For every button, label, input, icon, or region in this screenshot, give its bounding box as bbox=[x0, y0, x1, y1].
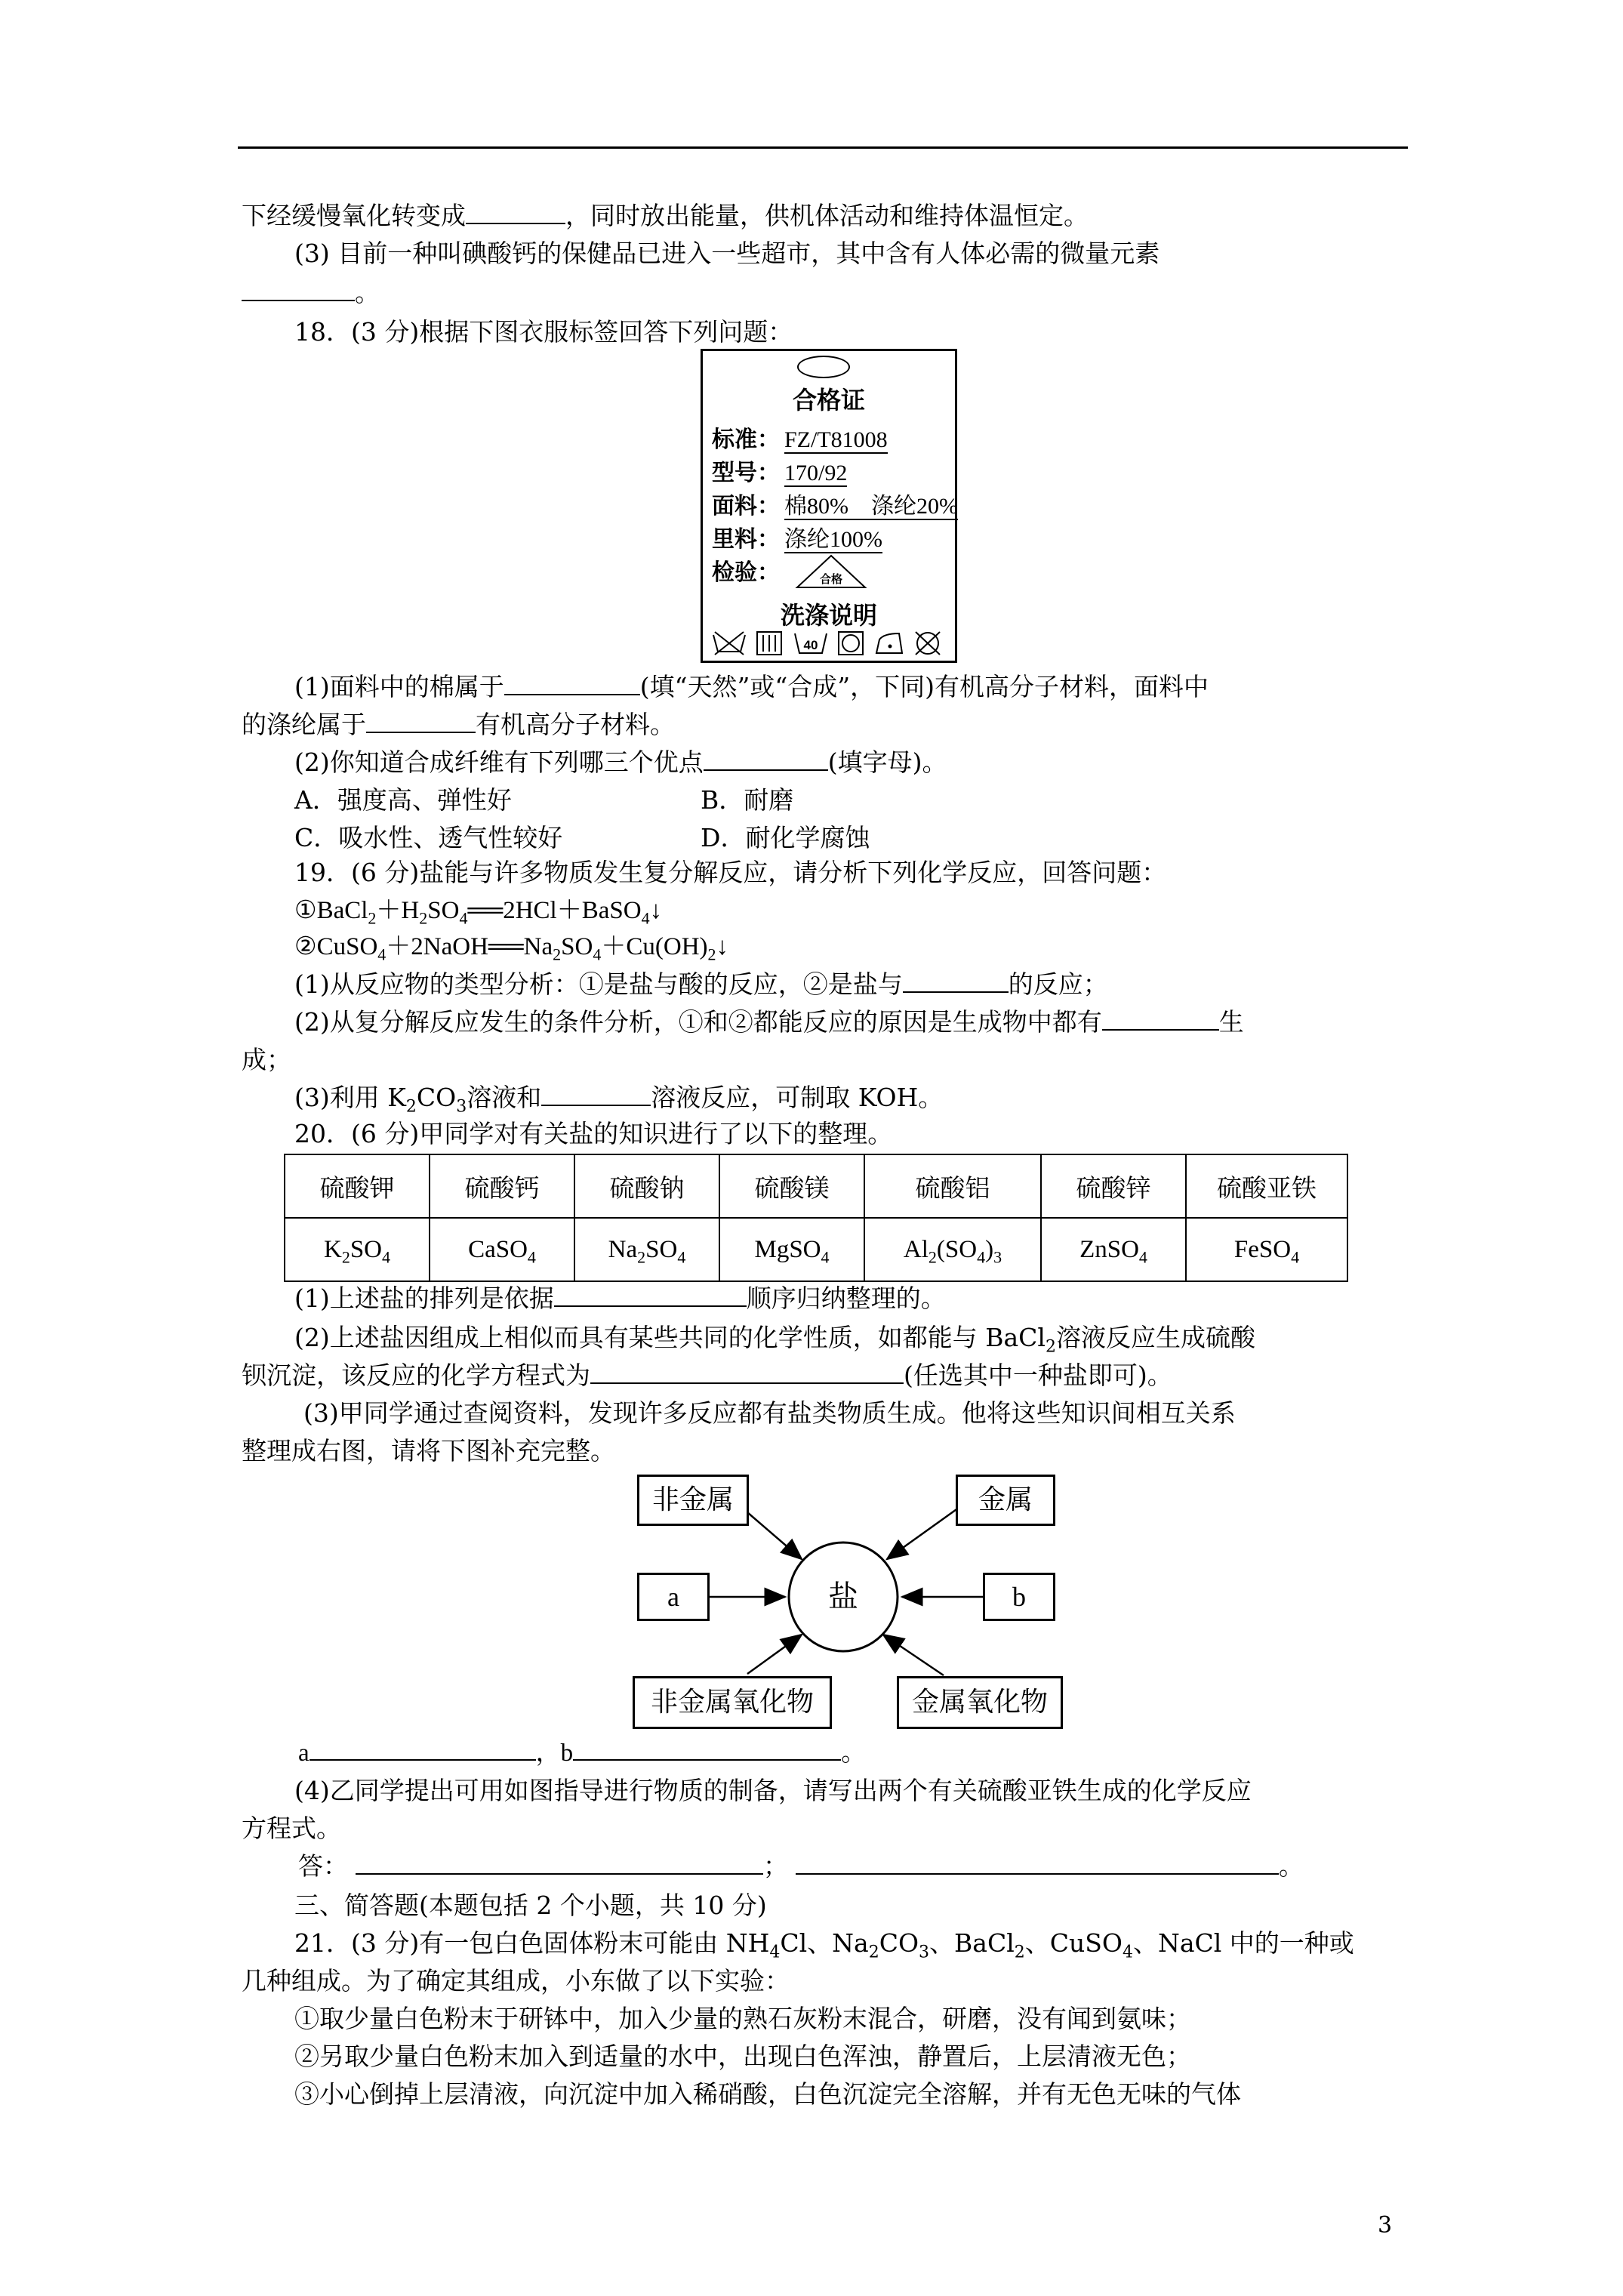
text-line: (3)甲同学通过查阅资料，发现许多反应都有盐类物质生成。他将这些知识间相互关系 bbox=[303, 1398, 1236, 1428]
care-icons bbox=[710, 629, 952, 658]
table-cell: 硫酸亚铁 bbox=[1186, 1154, 1347, 1218]
table-cell: 硫酸铝 bbox=[864, 1154, 1041, 1218]
table-cell: 硫酸锌 bbox=[1041, 1154, 1186, 1218]
tumble-dry-icon bbox=[839, 632, 863, 655]
table-cell: $Al_2(SO_4)_3$ bbox=[864, 1218, 1041, 1281]
text-line: (2)从复分解反应发生的条件分析，①和②都能反应的原因是生成物中都有 生 bbox=[294, 1007, 1244, 1037]
text-line: 几种组成。为了确定其组成，小东做了以下实验： bbox=[242, 1966, 790, 1996]
table-cell: $K_2SO_4$ bbox=[285, 1218, 430, 1281]
table-cell: 硫酸钠 bbox=[574, 1154, 719, 1218]
table-cell: MgSO$_4$ bbox=[719, 1218, 864, 1281]
box-a: a bbox=[637, 1573, 710, 1621]
question-19: 19．(6 分)盐能与许多物质发生复分解反应，请分析下列化学反应，回答问题： bbox=[294, 858, 1167, 887]
pass-triangle-icon bbox=[795, 553, 867, 590]
oval-mark bbox=[797, 356, 850, 378]
table-cell: CaSO$_4$ bbox=[430, 1218, 574, 1281]
text-line: 下经缓慢氧化转变成 ，同时放出能量，供机体活动和维持体温恒定。 bbox=[242, 201, 1089, 230]
table-cell: 硫酸钾 bbox=[285, 1154, 430, 1218]
clothing-label bbox=[701, 349, 957, 663]
label-title: 合格证 bbox=[792, 386, 865, 415]
answer-ab: a ，b 。 bbox=[298, 1740, 867, 1767]
box-metal: 金属 bbox=[956, 1475, 1055, 1526]
option-c: C．吸水性、透气性较好 bbox=[294, 823, 563, 852]
text-line: (3) 目前一种叫碘酸钙的保健品已进入一些超市，其中含有人体必需的微量元素 bbox=[294, 239, 1160, 268]
equation-2: $②CuSO_4+2NaOH══Na_2SO_4+Cu(OH)_2↓$ bbox=[294, 933, 729, 964]
dry-flat-icon bbox=[757, 632, 781, 655]
equation-1: $①BaCl_2+H_2SO_4══2HCl+BaSO_4↓$ bbox=[294, 897, 663, 928]
text-line: (3)利用 $K_2CO_3$溶液和 溶液反应，可制取 KOH。 bbox=[294, 1083, 944, 1117]
text-line: (2)上述盐因组成上相似而具有某些共同的化学性质，如都能与 BaCl$_2$溶液反应生成硫酸 bbox=[294, 1323, 1255, 1357]
wash-40-icon bbox=[795, 633, 827, 653]
text-line: ③小心倒掉上层清液，向沉淀中加入稀硝酸，白色沉淀完全溶解，并有无色无味的气体 bbox=[294, 2079, 1241, 2109]
header-rule bbox=[238, 146, 1408, 149]
text-line: (2)你知道合成纤维有下列哪三个优点 (填字母)。 bbox=[294, 747, 947, 777]
option-d: D．耐化学腐蚀 bbox=[701, 823, 870, 852]
text-line: (1)从反应物的类型分析：①是盐与酸的反应，②是盐与 的反应； bbox=[294, 969, 1108, 999]
question-21: 21．(3 分)有一包白色固体粉末可能由 $NH_4Cl$、$Na_2CO_3$、BaCl$_2$、CuSO$_4$、NaCl 中的一种或 bbox=[294, 1928, 1354, 1962]
text-line: (4)乙同学提出可用如图指导进行物质的制备，请写出两个有关硫酸亚铁生成的化学反应 bbox=[294, 1776, 1252, 1805]
option-a: A．强度高、弹性好 bbox=[294, 785, 512, 815]
table-cell: ZnSO$_4$ bbox=[1041, 1218, 1186, 1281]
label-inspection: 检验： bbox=[712, 559, 780, 586]
page-number: 3 bbox=[1378, 2212, 1393, 2239]
section-3-title: 三、简答题(本题包括 2 个小题，共 10 分) bbox=[294, 1891, 767, 1920]
iron-icon bbox=[876, 633, 902, 653]
text-line: ②另取少量白色粉末加入到适量的水中，出现白色浑浊，静置后，上层清液无色； bbox=[294, 2042, 1191, 2071]
salt-table bbox=[284, 1154, 1348, 1282]
no-dryclean-icon bbox=[916, 632, 940, 655]
option-b: B．耐磨 bbox=[701, 785, 794, 815]
text-line: 的涤纶属于 有机高分子材料。 bbox=[242, 710, 675, 739]
text-line: 。 bbox=[242, 276, 380, 310]
box-b: b bbox=[983, 1573, 1055, 1621]
table-cell: 硫酸钙 bbox=[430, 1154, 574, 1218]
wash-title: 洗涤说明 bbox=[780, 601, 877, 630]
text-line: 成； bbox=[242, 1045, 291, 1074]
label-lining: 里料： 涤纶100% bbox=[712, 526, 882, 553]
table-cell: 硫酸镁 bbox=[719, 1154, 864, 1218]
text-line: (1)面料中的棉属于 (填“天然”或“合成”，下同)有机高分子材料，面料中 bbox=[294, 672, 1209, 701]
text-line: 钡沉淀，该反应的化学方程式为 (任选其中一种盐即可)。 bbox=[242, 1361, 1172, 1390]
box-nonmetal: 非金属 bbox=[637, 1475, 749, 1526]
question-18: 18．(3 分)根据下图衣服标签回答下列问题： bbox=[294, 317, 793, 347]
center-salt: 盐 bbox=[828, 1579, 858, 1614]
label-fabric: 面料： 棉80% 涤纶20% bbox=[712, 493, 958, 519]
svg-text:40: 40 bbox=[803, 638, 818, 652]
text-line: 方程式。 bbox=[242, 1814, 341, 1843]
table-cell: FeSO$_4$ bbox=[1186, 1218, 1347, 1281]
table-cell: $Na_2SO_4$ bbox=[574, 1218, 719, 1281]
text-line: 整理成右图，请将下图补充完整。 bbox=[242, 1436, 615, 1465]
answer-line: 答： ； 。 bbox=[298, 1851, 1304, 1881]
svg-text:合格: 合格 bbox=[819, 572, 843, 586]
label-model: 型号： 170/92 bbox=[712, 460, 848, 486]
box-metal-oxide: 金属氧化物 bbox=[897, 1676, 1063, 1729]
text-line: ①取少量白色粉末于研钵中，加入少量的熟石灰粉末混合，研磨，没有闻到氨味； bbox=[294, 2004, 1191, 2033]
box-nonmetal-oxide: 非金属氧化物 bbox=[633, 1676, 832, 1729]
text-line: (1)上述盐的排列是依据 顺序归纳整理的。 bbox=[294, 1284, 946, 1313]
no-wash-icon bbox=[713, 632, 745, 655]
label-standard: 标准： FZ/T81008 bbox=[712, 427, 888, 453]
question-20: 20．(6 分)甲同学对有关盐的知识进行了以下的整理。 bbox=[294, 1119, 893, 1148]
